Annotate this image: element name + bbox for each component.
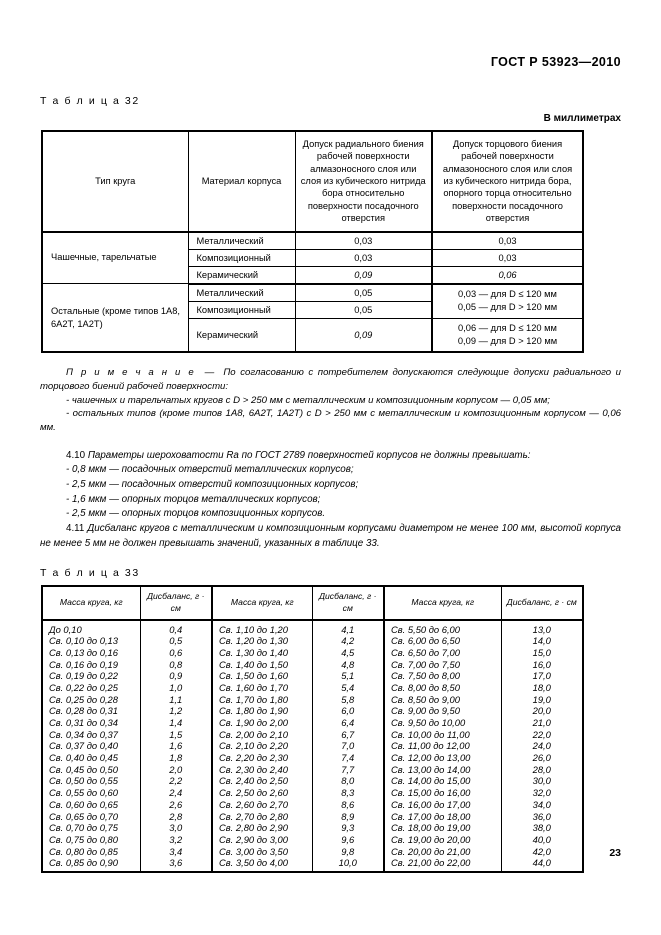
table-row [42, 834, 583, 846]
table-32-type-group-1: Чашечные, тарельчатые [42, 232, 188, 284]
clause-4-11-number: 4.11 [66, 522, 85, 534]
clause-4-10-item-2: - 2,5 мкм — посадочных отверстий композиционных корпусов; [66, 478, 359, 490]
page-content [40, 55, 621, 873]
table-33-col-mass-3: Масса круга, кг [384, 586, 501, 619]
table-33-unbalance-2: 4,8 [312, 658, 384, 670]
table-33-unbalance-3: 26,0 [501, 752, 583, 764]
table-32-material: Керамический [188, 266, 295, 284]
table-33-mass-2: Св. 1,70 до 1,80 [212, 693, 312, 705]
clause-4-10-item-3: - 1,6 мкм — опорных торцов металлических корпусов; [66, 493, 321, 505]
table-33-unbalance-3: 36,0 [501, 810, 583, 822]
table-33-mass-3: Св. 21,00 до 22,00 [384, 857, 501, 872]
table-33-unbalance-1: 1,8 [140, 752, 212, 764]
table-33-unbalance-1: 3,2 [140, 834, 212, 846]
table-row [42, 787, 583, 799]
table-32-material: Металлический [188, 284, 295, 302]
table-33-mass-2: Св. 2,10 до 2,20 [212, 740, 312, 752]
table-33-mass-3: Св. 16,00 до 17,00 [384, 798, 501, 810]
table-row [42, 232, 583, 250]
table-33-unbalance-3: 20,0 [501, 705, 583, 717]
table-33-unbalance-3: 14,0 [501, 635, 583, 647]
table-32-col-axial: Допуск торцового биения рабочей поверхности алмазоносного слоя или слоя из кубического нитрида бора, опорного торца относительно поверхности посадочного отверстия [432, 131, 583, 232]
table-33-unbalance-1: 2,4 [140, 787, 212, 799]
table-32-material: Композиционный [188, 249, 295, 266]
note-dash: — [204, 367, 215, 379]
table-32-material: Композиционный [188, 301, 295, 318]
table-row [42, 810, 583, 822]
table-33-mass-1: Св. 0,31 до 0,34 [42, 717, 140, 729]
table-33-mass-1: Св. 0,25 до 0,28 [42, 693, 140, 705]
table-33-unbalance-1: 1,4 [140, 717, 212, 729]
table-row [42, 635, 583, 647]
table-33-mass-2: Св. 3,50 до 4,00 [212, 857, 312, 872]
table-33-unbalance-1: 3,6 [140, 857, 212, 872]
clause-4-11-text: Дисбаланс кругов с металлическим и композиционным корпусами диаметром не менее 100 мм, высотой корпуса не менее 5 мм не должен превышать значений, указанных в таблице 33. [40, 522, 621, 549]
table-row [42, 857, 583, 872]
table-33-unbalance-3: 38,0 [501, 822, 583, 834]
table-32-axial-value: 0,06 [432, 266, 583, 284]
table-33-unbalance-2: 8,6 [312, 798, 384, 810]
table-33-mass-1: Св. 0,60 до 0,65 [42, 798, 140, 810]
table-33-mass-3: Св. 18,00 до 19,00 [384, 822, 501, 834]
table-32-material: Металлический [188, 232, 295, 250]
table-row [42, 740, 583, 752]
table-row [42, 705, 583, 717]
table-33-mass-3: Св. 5,50 до 6,00 [384, 620, 501, 635]
table-33-mass-3: Св. 6,50 до 7,00 [384, 647, 501, 659]
table-32-radial-value: 0,09 [295, 266, 432, 284]
table-33-mass-3: Св. 14,00 до 15,00 [384, 775, 501, 787]
table-33-unbalance-1: 2,6 [140, 798, 212, 810]
table-33-mass-2: Св. 2,40 до 2,50 [212, 775, 312, 787]
table-33-unbalance-1: 1,5 [140, 728, 212, 740]
table-33-unbalance-1: 1,2 [140, 705, 212, 717]
clause-4-11 [40, 522, 621, 551]
table-33-mass-2: Св. 1,60 до 1,70 [212, 682, 312, 694]
table-33-mass-3: Св. 8,50 до 9,00 [384, 693, 501, 705]
table-33-unbalance-2: 9,3 [312, 822, 384, 834]
table-33-unbalance-1: 1,6 [140, 740, 212, 752]
table-row [42, 798, 583, 810]
table-row [42, 845, 583, 857]
table-33-mass-1: Св. 0,55 до 0,60 [42, 787, 140, 799]
table-33-mass-1: Св. 0,70 до 0,75 [42, 822, 140, 834]
table-33-unbalance-3: 28,0 [501, 763, 583, 775]
table-33-mass-3: Св. 7,50 до 8,00 [384, 670, 501, 682]
table-33-mass-3: Св. 9,50 до 10,00 [384, 717, 501, 729]
table-33-unbalance-3: 44,0 [501, 857, 583, 872]
table-33-unbalance-2: 6,7 [312, 728, 384, 740]
table-33-mass-1: Св. 0,19 до 0,22 [42, 670, 140, 682]
table-33-unbalance-2: 6,0 [312, 705, 384, 717]
table-row [42, 775, 583, 787]
table-33-unbalance-3: 16,0 [501, 658, 583, 670]
table-33-mass-2: Св. 2,60 до 2,70 [212, 798, 312, 810]
table-33-mass-1: Св. 0,28 до 0,31 [42, 705, 140, 717]
table-33-mass-3: Св. 13,00 до 14,00 [384, 763, 501, 775]
table-33-mass-2: Св. 1,10 до 1,20 [212, 620, 312, 635]
table-33-unbalance-2: 9,6 [312, 834, 384, 846]
table-33-unbalance-3: 19,0 [501, 693, 583, 705]
table-33-unbalance-2: 7,0 [312, 740, 384, 752]
table-33-unbalance-1: 1,1 [140, 693, 212, 705]
table-33-mass-1: Св. 0,37 до 0,40 [42, 740, 140, 752]
table-33-mass-2: Св. 1,50 до 1,60 [212, 670, 312, 682]
table-33-mass-2: Св. 2,70 до 2,80 [212, 810, 312, 822]
table-33-mass-1: Св. 0,50 до 0,55 [42, 775, 140, 787]
table-32-caption: Т а б л и ц а 32 [40, 95, 140, 107]
table-33-unbalance-3: 22,0 [501, 728, 583, 740]
table-33-unbalance-1: 2,0 [140, 763, 212, 775]
table-33-caption: Т а б л и ц а 33 [40, 567, 140, 580]
table-33-unbalance-1: 2,2 [140, 775, 212, 787]
table-32-axial-value: 0,03 [432, 232, 583, 250]
table-33-mass-1: Св. 0,85 до 0,90 [42, 857, 140, 872]
table-33-unbalance-2: 4,5 [312, 647, 384, 659]
table-33-mass-1: Св. 0,22 до 0,25 [42, 682, 140, 694]
clauses-block [40, 449, 621, 552]
table-33-unbalance-2: 4,2 [312, 635, 384, 647]
table-row [42, 620, 583, 635]
table-33-mass-2: Св. 1,20 до 1,30 [212, 635, 312, 647]
table-33-unbalance-2: 8,3 [312, 787, 384, 799]
table-33-mass-1: Св. 0,75 до 0,80 [42, 834, 140, 846]
table-33-unbalance-2: 6,4 [312, 717, 384, 729]
table-33-mass-3: Св. 12,00 до 13,00 [384, 752, 501, 764]
clause-4-10-item-4: - 2,5 мкм — опорных торцов композиционных корпусов. [66, 508, 326, 520]
table-33-unbalance-3: 40,0 [501, 834, 583, 846]
table-33-mass-3: Св. 19,00 до 20,00 [384, 834, 501, 846]
table-33-mass-2: Св. 2,80 до 2,90 [212, 822, 312, 834]
table-33-unbalance-3: 13,0 [501, 620, 583, 635]
table-33-mass-3: Св. 9,00 до 9,50 [384, 705, 501, 717]
table-33-unbalance-3: 17,0 [501, 670, 583, 682]
table-33-unbalance-2: 5,4 [312, 682, 384, 694]
clause-4-10-number: 4.10 [66, 449, 86, 461]
table-32-col-radial: Допуск радиального биения рабочей поверхности алмазоносного слоя или слоя из кубического нитрида бора относительно поверхности посадочного отверстия [295, 131, 432, 232]
table-33-header-row [42, 586, 583, 619]
table-row [42, 682, 583, 694]
table-33-mass-1: Св. 0,34 до 0,37 [42, 728, 140, 740]
table-row [42, 693, 583, 705]
clause-4-10 [40, 449, 621, 464]
table-33-mass-1: Св. 0,40 до 0,45 [42, 752, 140, 764]
clause-4-10-item-1: - 0,8 мкм — посадочных отверстий металлических корпусов; [66, 464, 354, 476]
table-33-col-unbal-1: Дисбаланс, г · см [140, 586, 212, 619]
table-33-unbalance-3: 30,0 [501, 775, 583, 787]
table-33-mass-1: Св. 0,45 до 0,50 [42, 763, 140, 775]
table-32-axial-range: 0,06 — для D ≤ 120 мм 0,09 — для D > 120 мм [432, 318, 583, 352]
table-33-unbalance-3: 21,0 [501, 717, 583, 729]
table-33-unbalance-2: 10,0 [312, 857, 384, 872]
table-32-radial-value: 0,09 [295, 318, 432, 352]
table-33-mass-3: Св. 11,00 до 12,00 [384, 740, 501, 752]
table-33-mass-1: Св. 0,10 до 0,13 [42, 635, 140, 647]
table-33-mass-3: Св. 7,00 до 7,50 [384, 658, 501, 670]
page-number: 23 [609, 847, 621, 859]
table-32 [41, 130, 584, 353]
note-bullet-1: - чашечных и тарельчатых кругов с D > 250 мм с металлическим и композиционным корпусом — 0,05 мм; [66, 394, 550, 406]
table-32-axial-range: 0,03 — для D ≤ 120 мм 0,05 — для D > 120 мм [432, 284, 583, 319]
table-33-col-unbal-3: Дисбаланс, г · см [501, 586, 583, 619]
table-33-unbalance-3: 24,0 [501, 740, 583, 752]
table-32-note [40, 366, 621, 434]
table-33-unbalance-1: 0,9 [140, 670, 212, 682]
note-first-line [40, 366, 621, 393]
table-33-body [42, 620, 583, 873]
document-standard-header: ГОСТ Р 53923—2010 [490, 55, 621, 69]
note-body-text: По согласованию с потребителем допускаются следующие допуски радиального и торцового биений рабочей поверхности: [40, 367, 621, 393]
table-33-mass-2: Св. 3,00 до 3,50 [212, 845, 312, 857]
table-row [42, 670, 583, 682]
note-lead-label: П р и м е ч а н и е [66, 367, 196, 379]
table-33-mass-3: Св. 8,00 до 8,50 [384, 682, 501, 694]
table-33-unbalance-2: 5,8 [312, 693, 384, 705]
table-33-unbalance-2: 7,4 [312, 752, 384, 764]
table-33-mass-3: Св. 17,00 до 18,00 [384, 810, 501, 822]
table-33-mass-1: Св. 0,65 до 0,70 [42, 810, 140, 822]
table-33-mass-2: Св. 1,30 до 1,40 [212, 647, 312, 659]
table-33-unbalance-1: 3,4 [140, 845, 212, 857]
table-33-unbalance-3: 34,0 [501, 798, 583, 810]
table-33-unbalance-3: 32,0 [501, 787, 583, 799]
table-33-unbalance-1: 1,0 [140, 682, 212, 694]
table-33-unbalance-1: 3,0 [140, 822, 212, 834]
table-33-mass-1: Св. 0,16 до 0,19 [42, 658, 140, 670]
table-33-unbalance-3: 15,0 [501, 647, 583, 659]
table-33 [41, 585, 584, 873]
table-33-mass-2: Св. 2,90 до 3,00 [212, 834, 312, 846]
table-row [42, 717, 583, 729]
table-33-col-mass-1: Масса круга, кг [42, 586, 140, 619]
table-32-units: В миллиметрах [543, 113, 621, 124]
table-33-mass-2: Св. 2,00 до 2,10 [212, 728, 312, 740]
table-33-mass-2: Св. 2,50 до 2,60 [212, 787, 312, 799]
table-row [42, 728, 583, 740]
table-33-unbalance-1: 0,8 [140, 658, 212, 670]
table-33-mass-3: Св. 6,00 до 6,50 [384, 635, 501, 647]
table-33-mass-3: Св. 10,00 до 11,00 [384, 728, 501, 740]
table-33-mass-2: Св. 1,40 до 1,50 [212, 658, 312, 670]
table-32-radial-value: 0,05 [295, 301, 432, 318]
table-33-unbalance-2: 5,1 [312, 670, 384, 682]
table-33-mass-2: Св. 1,80 до 1,90 [212, 705, 312, 717]
table-33-col-unbal-2: Дисбаланс, г · см [312, 586, 384, 619]
table-33-unbalance-2: 7,7 [312, 763, 384, 775]
table-33-unbalance-2: 8,9 [312, 810, 384, 822]
table-row [42, 284, 583, 302]
table-33-unbalance-2: 8,0 [312, 775, 384, 787]
table-32-header-row [42, 131, 583, 232]
table-33-unbalance-1: 2,8 [140, 810, 212, 822]
table-33-unbalance-1: 0,4 [140, 620, 212, 635]
table-33-mass-1: До 0,10 [42, 620, 140, 635]
table-row [42, 752, 583, 764]
table-33-mass-2: Св. 2,20 до 2,30 [212, 752, 312, 764]
table-32-axial-value: 0,03 [432, 249, 583, 266]
table-row [42, 658, 583, 670]
table-32-col-type: Тип круга [42, 131, 188, 232]
table-row [42, 763, 583, 775]
table-33-unbalance-1: 0,5 [140, 635, 212, 647]
note-bullet-2: - остальных типов (кроме типов 1А8, 6А2Т, 1А2Т) с D > 250 мм с металлическим и композиционным корпусом — 0,06 мм. [40, 408, 621, 433]
table-32-radial-value: 0,03 [295, 249, 432, 266]
table-33-unbalance-3: 18,0 [501, 682, 583, 694]
table-row [42, 822, 583, 834]
table-33-mass-3: Св. 15,00 до 16,00 [384, 787, 501, 799]
table-32-radial-value: 0,05 [295, 284, 432, 302]
clause-4-10-text: Параметры шероховатости Ra по ГОСТ 2789 поверхностей корпусов не должны превышать: [87, 449, 531, 461]
table-32-material: Керамический [188, 318, 295, 352]
table-32-col-material: Материал корпуса [188, 131, 295, 232]
table-33-mass-3: Св. 20,00 до 21,00 [384, 845, 501, 857]
table-33-unbalance-1: 0,6 [140, 647, 212, 659]
table-33-unbalance-2: 9,8 [312, 845, 384, 857]
table-33-mass-1: Св. 0,13 до 0,16 [42, 647, 140, 659]
table-32-radial-value: 0,03 [295, 232, 432, 250]
table-33-unbalance-2: 4,1 [312, 620, 384, 635]
table-32-type-group-2: Остальные (кроме типов 1А8, 6А2Т, 1А2Т) [42, 284, 188, 353]
table-row [42, 647, 583, 659]
table-33-mass-1: Св. 0,80 до 0,85 [42, 845, 140, 857]
table-33-unbalance-3: 42,0 [501, 845, 583, 857]
table-33-col-mass-2: Масса круга, кг [212, 586, 312, 619]
table-33-mass-2: Св. 1,90 до 2,00 [212, 717, 312, 729]
table-33-mass-2: Св. 2,30 до 2,40 [212, 763, 312, 775]
